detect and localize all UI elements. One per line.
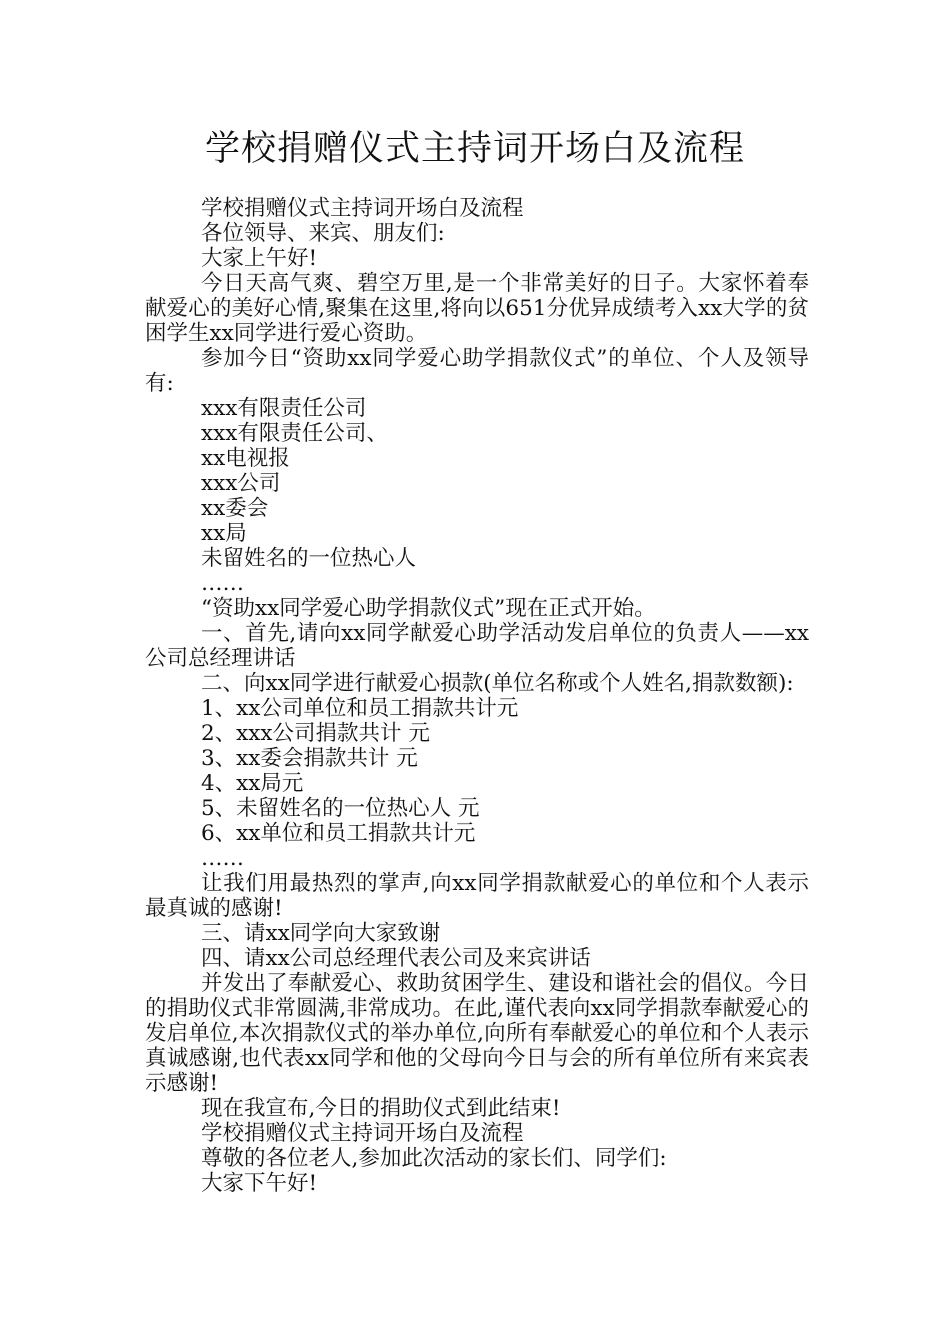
document-title: 学校捐赠仪式主持词开场白及流程 <box>204 129 745 169</box>
list-item: xxx有限责任公司、 <box>201 421 388 446</box>
list-item: 6、xx单位和员工捐款共计元 <box>201 821 476 846</box>
list-item: 1、xx公司单位和员工捐款共计元 <box>201 696 519 721</box>
paragraph: 三、请xx同学向大家致谢 <box>201 921 441 946</box>
paragraph: 四、请xx公司总经理代表公司及来宾讲话 <box>201 946 591 971</box>
list-item: xx局 <box>201 521 247 546</box>
list-item: xxx有限责任公司 <box>201 396 367 421</box>
paragraph: 尊敬的各位老人,参加此次活动的家长们、同学们: <box>201 1146 667 1171</box>
paragraph: 今日天高气爽、碧空万里,是一个非常美好的日子。大家怀着奉献爱心的美好心情,聚集在这里,将向以651分优异成绩考入xx大学的贫困学生xx同学进行爱心资助。 <box>145 271 809 346</box>
ellipsis: …… <box>201 846 244 871</box>
list-item: 5、未留姓名的一位热心人 元 <box>201 796 480 821</box>
paragraph: 参加今日“资助xx同学爱心助学捐款仪式”的单位、个人及领导有: <box>145 346 809 396</box>
ellipsis: …… <box>201 571 244 596</box>
paragraph: 一、首先,请向xx同学献爱心助学活动发启单位的负责人——xx公司总经理讲话 <box>145 621 809 671</box>
list-item: 4、xx局元 <box>201 771 304 796</box>
list-item: 2、xxx公司捐款共计 元 <box>201 721 430 746</box>
document-body <box>145 196 809 1196</box>
paragraph: 现在我宣布,今日的捐助仪式到此结束! <box>201 1096 561 1121</box>
list-item: 3、xx委会捐款共计 元 <box>201 746 418 771</box>
paragraph: 大家上午好! <box>201 246 318 271</box>
list-item: xxx公司 <box>201 471 281 496</box>
paragraph: 学校捐赠仪式主持词开场白及流程 <box>201 196 524 221</box>
paragraph: “资助xx同学爱心助学捐款仪式”现在正式开始。 <box>201 596 656 621</box>
paragraph: 让我们用最热烈的掌声,向xx同学捐款献爱心的单位和个人表示最真诚的感谢! <box>145 871 809 921</box>
paragraph: 学校捐赠仪式主持词开场白及流程 <box>201 1121 524 1146</box>
list-item: xx委会 <box>201 496 269 521</box>
paragraph: 二、向xx同学进行献爱心损款(单位名称或个人姓名,捐款数额): <box>201 671 794 696</box>
paragraph: 各位领导、来宾、朋友们: <box>201 221 445 246</box>
paragraph: 大家下午好! <box>201 1171 318 1196</box>
list-item: 未留姓名的一位热心人 <box>201 546 417 571</box>
list-item: xx电视报 <box>201 446 290 471</box>
paragraph: 并发出了奉献爱心、救助贫困学生、建设和谐社会的倡仪。今日的捐助仪式非常圆满,非常成功。在此,谨代表向xx同学捐款奉献爱心的发启单位,本次捐款仪式的举办单位,向所有奉献爱心的单位和个人表示真诚感谢,也代表xx同学和他的父母向今日与会的所有单位所有来宾表示感谢! <box>145 971 809 1096</box>
